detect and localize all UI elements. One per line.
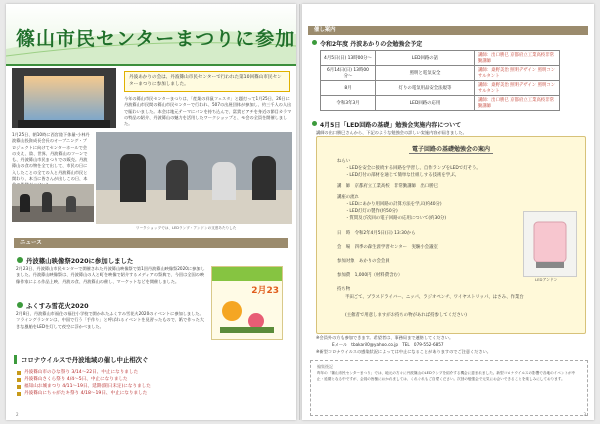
- poster-date: 2月23: [251, 286, 279, 296]
- list-item: 丹波篠山にちゃがたキ祭り 4/18〜19日、中止になりました: [16, 390, 286, 397]
- news-heading-covid: コロナウイルスで丹波地域の催し中止相次ぐ: [14, 355, 148, 364]
- poster-illustration: [212, 267, 282, 339]
- tv-display-photo: [12, 68, 116, 128]
- covid-note: ※新型コロナウイルスの感染状況によっては中止になることがありますのでご注意ください。: [316, 349, 491, 354]
- led-andon-photo: [523, 211, 577, 277]
- schedule-topic: 照明と電気安全: [376, 66, 475, 81]
- workshop-notice-box: [316, 136, 586, 334]
- content-item: ・質問及び次回の電子回路の応用について(約30分): [345, 216, 447, 221]
- workshop-lead: 講師の出口勝巳さんから、下記のような勉強会の詳しい実施内容が届きました。: [316, 130, 467, 135]
- content-label: 講座の流れ: [337, 195, 359, 200]
- page-title: 篠山市民センターまつりに参加: [16, 28, 296, 50]
- intro-text: 今年の篠山市民センターまつりは、「産業の祥鼠フェスタ」と題打って1月25日、26日に丹波篠山市民間の篠山市民センターで行われ、507の出展団体が参加し、約三千人の人出で賑わいました。本会は地元テーマにパンを持ち込んで、富貴ピアチを身近の節目カラマの特品の紹介、丹波篠山の魅力を活用したワークショップと、モ会の全員を開催しました。: [124, 96, 292, 127]
- content-item: ・LED灯灯の製作(約50分): [345, 209, 398, 214]
- event-report-text: 1月25日、朝10時に西宮陸下体量-小林丹波篠山投資成長会長のオープニング・プロジェクトに向けてセンターホールで会の支え、陰、世界、丹波篠山のフーンでも、丹波篠山市民まつりでの販売。丹波篠山の食の物を全て出して、市民の日に入したことの全ての人と丹波篠山市民と関わり、本当に皆さんが出しこの日、本: [12, 132, 90, 182]
- contact-line: Eメール tbakaril0@yahoo.co.jp TEL 079-552-6857: [332, 342, 444, 347]
- apply-note: ※会員外の方も参加できます。希望者は、事務局まで連絡してください。: [316, 335, 454, 340]
- eigasai-poster: [211, 266, 283, 340]
- schedule-topic: LED回路の応用: [376, 96, 475, 111]
- notice-title: 電子回路の基礎勉強会の案内: [409, 146, 493, 154]
- fee-line: 参加費 1,000円（材料費含む）: [337, 273, 403, 278]
- events-section-bar: 催し案内: [308, 26, 588, 35]
- table-row: [321, 66, 560, 81]
- schedule-table: [320, 50, 560, 111]
- news-body-yukihanabi: 2月8日、丹波篠山市福住の福住小学校で開かれたふくすみ雪花火2020のイベントに参加しました。フライングランタンは、中国で行う「手作り」と呼ばれるイベントを見習ったもので、紙で作った大きな風船をLEDを灯して夜空に浮かべました。: [16, 311, 204, 329]
- list-item: 福知山お城まつり 4/11〜19日、延期(開日未定)になりました: [16, 383, 286, 390]
- list-item: 丹波篠山さくら祭り 4/4〜5日、中止になりました: [16, 376, 286, 383]
- bring-items: 半田ごて、プラスドライバー、ニッパ、ラジオペンチ、ワイヤストリッパ、はさみ、作業台: [345, 295, 524, 300]
- schedule-heading: 令和2年度 丹波あかりの会勉強会予定: [320, 41, 423, 48]
- lecturer-line: 講 師 京都府立工業高校 非常勤講師 出口勝巳: [337, 184, 438, 189]
- news-heading-yukihanabi: ふくすみ雪花火2020: [26, 302, 89, 310]
- list-item: 丹波篠山市のひな祭り 3/14〜22日、中止になりました: [16, 369, 286, 376]
- workshop-heading: 4月5日「LED回路の基礎」勉強会実施内容について: [320, 122, 462, 129]
- title-band: [6, 4, 296, 66]
- news-body-eigasai: 2月23日、丹波篠山市民センターで開催された丹波篠山映像祭で第1回丹波篠山映像祭2020に参加しました。丹波篠山映像祭は、丹波篠山の人と町を映像で紹介するメディアの祭典で、今回は全国の映像作家による作品上映、丹波の食、丹波篠山の催し、マーケットなどを開催しました。: [16, 266, 205, 284]
- spine: [299, 4, 301, 420]
- news-heading-eigasai: 丹波篠山映像祭2020に参加しました: [26, 257, 134, 265]
- led-photo-caption: LEDアンドン: [535, 277, 558, 282]
- schedule-date: 4月5日(日) 13時00分〜: [321, 51, 376, 66]
- table-row: [321, 81, 560, 96]
- editors-note-box: [310, 360, 588, 416]
- led-andon-illustration: [524, 212, 576, 276]
- bring-label: 持ち物: [337, 287, 351, 292]
- news-section-bar: ニュース: [14, 238, 288, 248]
- schedule-topic: LED回路の話: [376, 51, 475, 66]
- cancelled-events-list: [16, 369, 286, 397]
- datetime-line: 日 時 令和2年4月5日(日) 13:30から: [337, 231, 416, 236]
- schedule-lecturer: 講師：出口勝巳 京都府立工業高校非常勤講師: [475, 51, 560, 66]
- page-number: 2: [16, 412, 19, 417]
- venue-line: 会 場 四季の森生涯学習センター 実験小会議室: [337, 245, 438, 250]
- left-page: [6, 4, 296, 420]
- schedule-lecturer: 講師：出口勝巳 京都府立工業高校非常勤講師: [475, 96, 560, 111]
- editors-note-body: 昨年の「篠山市民センターまつり」では、地元の方々に丹波篠山のLEDランプを紹介する機会に恵まれました。新型コロナウイルスの影響で各地のイベントが中止・延期となる中ですが、会員の皆様におかれましては、くれぐれもご自愛ください。次回の勉強会で元気にお会いできることを楽しみにしております。: [317, 371, 576, 381]
- schedule-lecturer: 講師：桑野美治 照明デザイン 照明コンサルタント: [475, 66, 560, 81]
- editors-note-label: 編集後記: [317, 364, 333, 369]
- schedule-date: 8月: [321, 81, 376, 96]
- bring-note: (主催者で用意しますがお持ちの物があれば持参してください): [345, 313, 467, 318]
- aim-item: ・LEDを安全に接続する回路を学習し、自作ランプをLEDで灯そう。: [345, 166, 481, 171]
- schedule-date: 令和3年3月: [321, 96, 376, 111]
- capacity-line: 参加対象 あかりの会会員: [337, 259, 390, 264]
- schedule-lecturer: 講師：桑野美治 照明デザイン 照明コンサルタント: [475, 81, 560, 96]
- intro-callout: 丹波あかりの会は、丹波篠山市民センターで行われた第10回篠山市民センターまつりに参加しました。: [124, 71, 290, 92]
- page-number: 3: [583, 412, 586, 417]
- schedule-topic: 灯りの電気用品安全法規等: [376, 81, 475, 96]
- right-page: [302, 4, 594, 420]
- booth-crowd-photo: [12, 184, 94, 222]
- content-item: ・LEDにあかり用回路の計算方法を学ぶ(約40分): [345, 202, 442, 207]
- schedule-date: 6月14日(日) 13時00分〜: [321, 66, 376, 81]
- aim-item: ・LED灯付の部材を通じて簡単な仕組しする技術を学ぶ。: [345, 173, 460, 178]
- table-row: [321, 96, 560, 111]
- aim-label: ねらい: [337, 159, 351, 164]
- table-row: [321, 51, 560, 66]
- workshop-photo-caption: ワークショップでは、LEDランプ・アンドンの支度あたりした: [136, 226, 237, 230]
- workshop-photo: [96, 132, 292, 224]
